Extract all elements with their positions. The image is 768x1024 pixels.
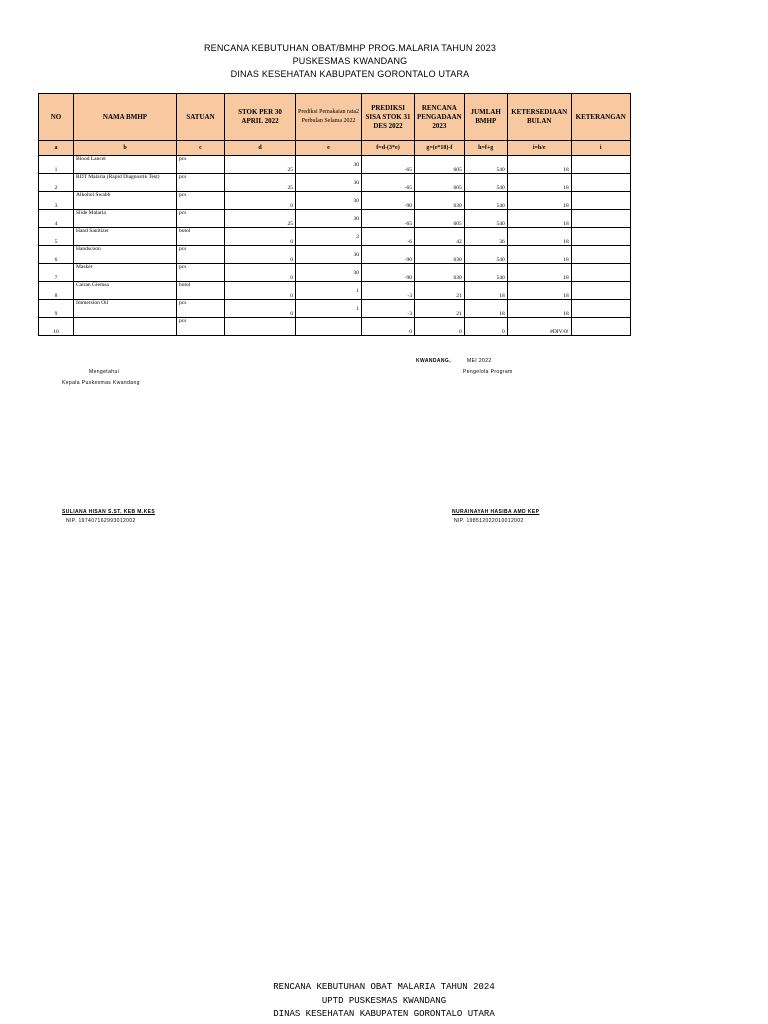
- cell-notes: [571, 282, 630, 300]
- left-signatory-name: SULIANA HISAN S.ST. KEB M.KES: [62, 509, 156, 515]
- footer-title-line3: DINAS KESEHATAN KABUPATEN GORONTALO UTARA: [273, 1009, 495, 1019]
- code-cell: f=d-(3*e): [362, 141, 415, 156]
- cell-prediction: 30: [296, 210, 362, 228]
- cell-prediction: 30: [296, 264, 362, 282]
- cell-remaining: -3: [362, 300, 415, 318]
- cell-stock: 0: [225, 246, 296, 264]
- cell-availability: 18: [507, 264, 571, 282]
- cell-total: 18: [464, 282, 507, 300]
- cell-plan: 605: [415, 156, 465, 174]
- doc-title-line2: PUSKESMAS KWANDANG: [292, 56, 408, 66]
- col-header-no: NO: [39, 94, 74, 141]
- cell-remaining: 0: [362, 318, 415, 336]
- table-row: [39, 300, 631, 318]
- cell-plan: 630: [415, 246, 465, 264]
- place-date: MEI 2022: [467, 358, 492, 364]
- cell-availability: 18: [507, 156, 571, 174]
- cell-no: 8: [39, 282, 74, 300]
- footer-title-line1: RENCANA KEBUTUHAN OBAT MALARIA TAHUN 2024: [273, 982, 495, 992]
- cell-unit: botol: [177, 282, 225, 300]
- cell-availability: #DIV/0!: [507, 318, 571, 336]
- cell-availability: 18: [507, 210, 571, 228]
- footer-title-line2: UPTD PUSKESMAS KWANDANG: [321, 996, 447, 1006]
- cell-no: 10: [39, 318, 74, 336]
- cell-stock: 25: [225, 210, 296, 228]
- table-row: [39, 210, 631, 228]
- cell-remaining: -90: [362, 192, 415, 210]
- cell-availability: 18: [507, 228, 571, 246]
- cell-plan: 630: [415, 264, 465, 282]
- cell-name: Masker: [74, 264, 177, 282]
- cell-notes: [571, 318, 630, 336]
- table-row: [39, 264, 631, 282]
- cell-plan: 630: [415, 192, 465, 210]
- left-signatory-title2: Kepala Puskesmas Kwandang: [62, 380, 140, 386]
- table-row: [39, 246, 631, 264]
- cell-prediction: 30: [296, 246, 362, 264]
- col-header-notes: KETERANGAN: [571, 94, 630, 141]
- cell-notes: [571, 174, 630, 192]
- cell-stock: 25: [225, 156, 296, 174]
- cell-unit: pcs: [177, 174, 225, 192]
- col-header-prediction: Prediksi Pemakaian rata2 Perbulan Selama 2022: [296, 94, 362, 141]
- col-header-unit: SATUAN: [177, 94, 225, 141]
- cell-stock: 0: [225, 282, 296, 300]
- table-code-row: [39, 141, 631, 156]
- cell-stock: 0: [225, 264, 296, 282]
- cell-availability: 18: [507, 246, 571, 264]
- cell-unit: pcs: [177, 246, 225, 264]
- cell-notes: [571, 228, 630, 246]
- cell-stock: 0: [225, 300, 296, 318]
- cell-remaining: -65: [362, 156, 415, 174]
- cell-plan: 605: [415, 174, 465, 192]
- cell-name: Hand Sanitizer: [74, 228, 177, 246]
- cell-total: 540: [464, 246, 507, 264]
- cell-name: Immersion Oil: [74, 300, 177, 318]
- cell-availability: 18: [507, 300, 571, 318]
- cell-prediction: 2: [296, 228, 362, 246]
- code-cell: d: [225, 141, 296, 156]
- place-city: KWANDANG,: [416, 358, 451, 364]
- cell-total: 540: [464, 264, 507, 282]
- code-cell: i: [571, 141, 630, 156]
- cell-no: 9: [39, 300, 74, 318]
- code-cell: g=(e*18)-f: [415, 141, 465, 156]
- cell-total: 540: [464, 210, 507, 228]
- cell-no: 5: [39, 228, 74, 246]
- table-row: [39, 282, 631, 300]
- left-signatory-nip: NIP. 197407162993012002: [66, 518, 136, 524]
- cell-plan: 605: [415, 210, 465, 228]
- code-cell: e: [296, 141, 362, 156]
- cell-name: Slide Malaria: [74, 210, 177, 228]
- table-row: [39, 156, 631, 174]
- code-cell: h=f+g: [464, 141, 507, 156]
- cell-notes: [571, 246, 630, 264]
- col-header-remaining: PREDIKSI SISA STOK 31 DES 2022: [362, 94, 415, 141]
- doc-title-line1: RENCANA KEBUTUHAN OBAT/BMHP PROG.MALARIA TAHUN 2023: [203, 43, 497, 53]
- cell-plan: 21: [415, 300, 465, 318]
- table-row: [39, 192, 631, 210]
- cell-no: 1: [39, 156, 74, 174]
- cell-stock: 25: [225, 174, 296, 192]
- code-cell: a: [39, 141, 74, 156]
- table-row: [39, 318, 631, 336]
- cell-unit: botol: [177, 228, 225, 246]
- code-cell: b: [74, 141, 177, 156]
- cell-stock: 0: [225, 228, 296, 246]
- table-header-row: [39, 94, 631, 141]
- bmhp-table: [38, 93, 631, 336]
- cell-availability: 18: [507, 282, 571, 300]
- table-row: [39, 174, 631, 192]
- cell-unit: pcs: [177, 156, 225, 174]
- cell-no: 2: [39, 174, 74, 192]
- cell-remaining: -65: [362, 210, 415, 228]
- cell-plan: 21: [415, 282, 465, 300]
- cell-availability: 18: [507, 174, 571, 192]
- cell-total: 36: [464, 228, 507, 246]
- cell-plan: 42: [415, 228, 465, 246]
- cell-prediction: 30: [296, 156, 362, 174]
- cell-remaining: -3: [362, 282, 415, 300]
- cell-stock: [225, 318, 296, 336]
- cell-remaining: -65: [362, 174, 415, 192]
- cell-unit: pcs: [177, 210, 225, 228]
- cell-no: 7: [39, 264, 74, 282]
- cell-notes: [571, 192, 630, 210]
- cell-unit: pcs: [177, 300, 225, 318]
- col-header-stock: STOK PER 30 APRIL 2022: [225, 94, 296, 141]
- cell-prediction: 30: [296, 192, 362, 210]
- cell-availability: 18: [507, 192, 571, 210]
- cell-no: 3: [39, 192, 74, 210]
- cell-plan: 0: [415, 318, 465, 336]
- cell-unit: pcs: [177, 318, 225, 336]
- cell-remaining: -90: [362, 246, 415, 264]
- col-header-name: NAMA BMHP: [74, 94, 177, 141]
- cell-prediction: 30: [296, 174, 362, 192]
- cell-total: 0: [464, 318, 507, 336]
- table-row: [39, 228, 631, 246]
- cell-prediction: 1: [296, 300, 362, 318]
- cell-total: 18: [464, 300, 507, 318]
- code-cell: i=h/e: [507, 141, 571, 156]
- right-signatory-name: NURAINAYAH HASIBA AMD KEP: [452, 509, 540, 515]
- cell-no: 6: [39, 246, 74, 264]
- cell-unit: pcs: [177, 192, 225, 210]
- code-cell: c: [177, 141, 225, 156]
- cell-prediction: [296, 318, 362, 336]
- cell-notes: [571, 300, 630, 318]
- cell-remaining: -90: [362, 264, 415, 282]
- cell-name: Blood Lancet: [74, 156, 177, 174]
- doc-title-line3: DINAS KESEHATAN KABUPATEN GORONTALO UTARA: [230, 69, 470, 79]
- right-signatory-nip: NIP. 198512022010012002: [454, 518, 524, 524]
- cell-notes: [571, 264, 630, 282]
- left-signatory-title1: Mengetahui: [89, 369, 120, 375]
- col-header-plan: RENCANA PENGADAAN 2023: [415, 94, 465, 141]
- col-header-total: JUMLAH BMHP: [464, 94, 507, 141]
- cell-stock: 0: [225, 192, 296, 210]
- cell-name: [74, 318, 177, 336]
- cell-total: 540: [464, 192, 507, 210]
- cell-name: Handscoon: [74, 246, 177, 264]
- col-header-availability: KETERSEDIAAN BULAN: [507, 94, 571, 141]
- cell-name: RDT Malaria (Rapid Diagnostik Test): [74, 174, 177, 192]
- cell-remaining: -6: [362, 228, 415, 246]
- cell-total: 540: [464, 156, 507, 174]
- right-signatory-title: Pengelola Program: [463, 369, 513, 375]
- cell-total: 540: [464, 174, 507, 192]
- cell-notes: [571, 210, 630, 228]
- cell-prediction: 1: [296, 282, 362, 300]
- cell-name: Alkohol Swabb: [74, 192, 177, 210]
- cell-notes: [571, 156, 630, 174]
- cell-unit: pcs: [177, 264, 225, 282]
- cell-name: Cairan Giemsa: [74, 282, 177, 300]
- cell-no: 4: [39, 210, 74, 228]
